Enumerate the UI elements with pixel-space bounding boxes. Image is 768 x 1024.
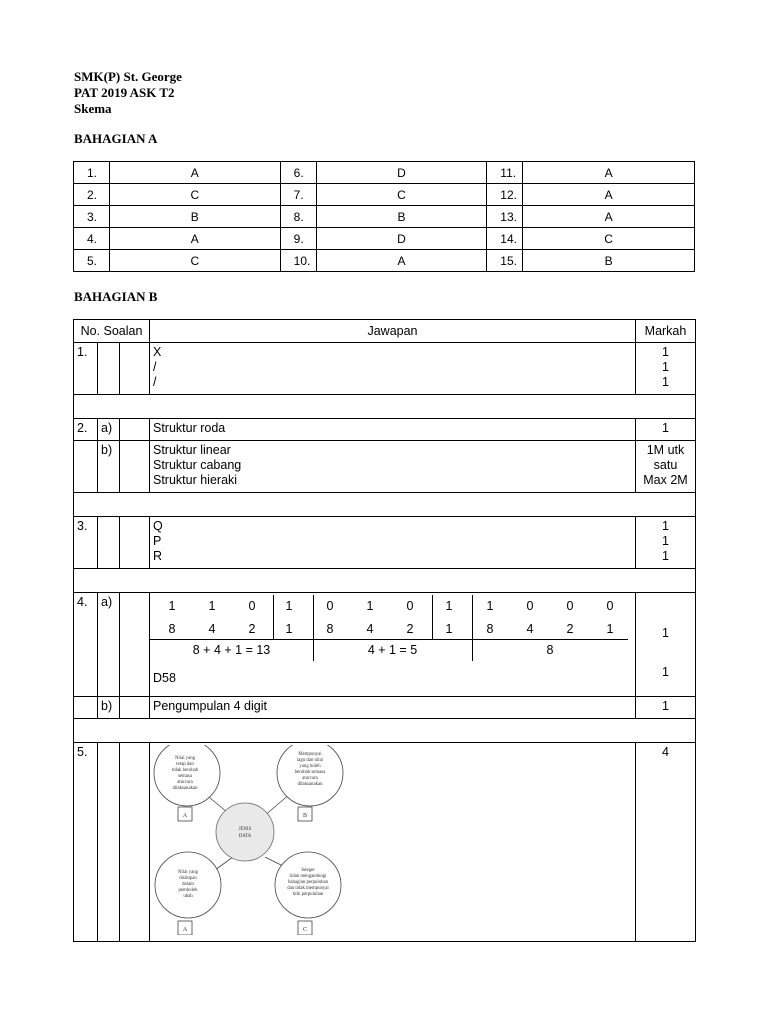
binary-digit: 1 xyxy=(285,599,293,613)
question-3-marks: 1 1 1 xyxy=(636,517,696,569)
place-value: 4 xyxy=(208,622,216,636)
document-type: Skema xyxy=(74,101,112,116)
question-2b-row xyxy=(74,441,696,493)
question-number: 8. xyxy=(280,206,316,228)
subpart-label: a) xyxy=(98,419,120,441)
svg-text:bahagian perpuluhan: bahagian perpuluhan xyxy=(287,880,329,885)
answer-letter: A xyxy=(316,250,487,272)
question-4b-row xyxy=(74,697,696,719)
question-number: 2. xyxy=(74,419,98,441)
place-value: 8 xyxy=(168,622,176,636)
answer-row xyxy=(74,206,695,228)
binary-digit: 0 xyxy=(406,599,414,613)
question-number: 1. xyxy=(74,162,110,184)
question-4a-marks: 1 1 xyxy=(636,593,696,697)
question-2a-row xyxy=(74,419,696,441)
binary-digit: 1 xyxy=(168,599,176,613)
answer-letter: C xyxy=(316,184,487,206)
binary-digit: 0 xyxy=(326,599,334,613)
answer-row xyxy=(74,184,695,206)
question-number: 12. xyxy=(487,184,523,206)
question-number: 15. xyxy=(487,250,523,272)
question-number: 5. xyxy=(74,743,98,942)
svg-text:yang boleh: yang boleh xyxy=(299,764,321,769)
subpart-label: b) xyxy=(98,441,120,493)
question-2b-answer: Struktur linear Struktur cabang Struktur hieraki xyxy=(150,441,636,493)
question-number: 9. xyxy=(280,228,316,250)
svg-text:aturcara: aturcara xyxy=(302,776,318,781)
place-value: 8 xyxy=(486,622,494,636)
svg-text:tetap dan: tetap dan xyxy=(176,762,194,767)
binary-digit: 1 xyxy=(208,599,216,613)
question-5-answer xyxy=(150,743,636,942)
svg-text:C: C xyxy=(302,927,308,933)
header-question-no: No. Soalan xyxy=(74,320,150,343)
svg-text:dilaksanakan: dilaksanakan xyxy=(172,786,198,791)
svg-text:dilaksanakan: dilaksanakan xyxy=(297,782,323,787)
answer-letter: C xyxy=(109,250,280,272)
question-number: 4. xyxy=(74,228,110,250)
svg-text:dan tidak mempunyai: dan tidak mempunyai xyxy=(287,886,329,891)
answer-letter: A xyxy=(523,162,695,184)
question-4a-answer xyxy=(150,593,636,697)
question-4b-marks: 1 xyxy=(636,697,696,719)
answer-letter: A xyxy=(109,162,280,184)
section-a-title: BAHAGIAN A xyxy=(74,131,158,146)
answer-letter: D xyxy=(316,162,487,184)
svg-text:Nilai yang: Nilai yang xyxy=(177,870,199,875)
svg-text:Integer: Integer xyxy=(301,868,315,873)
question-number: 13. xyxy=(487,206,523,228)
binary-digit: 0 xyxy=(566,599,574,613)
svg-text:tidak mengandungi: tidak mengandungi xyxy=(289,874,327,879)
question-1-answer: X / / xyxy=(150,343,636,395)
question-2a-marks: 1 xyxy=(636,419,696,441)
bubble-center xyxy=(216,803,274,861)
svg-text:Mempunyai: Mempunyai xyxy=(298,752,322,757)
question-1-row xyxy=(74,343,696,395)
svg-text:semasa: semasa xyxy=(178,774,192,779)
binary-digit: 0 xyxy=(526,599,534,613)
question-2a-answer: Struktur roda xyxy=(150,419,636,441)
place-value: 8 xyxy=(326,622,334,636)
answer-letter: C xyxy=(109,184,280,206)
svg-text:Nilai yang: Nilai yang xyxy=(174,756,196,761)
svg-text:ubah: ubah xyxy=(183,894,193,899)
question-number: 11. xyxy=(487,162,523,184)
svg-text:A: A xyxy=(182,927,188,933)
answer-row xyxy=(74,250,695,272)
binary-digit: 1 xyxy=(445,599,453,613)
svg-text:tidak berubah: tidak berubah xyxy=(171,768,199,773)
place-value: 1 xyxy=(606,622,614,636)
answer-row xyxy=(74,228,695,250)
binary-digit: 0 xyxy=(606,599,614,613)
answer-letter: A xyxy=(523,206,695,228)
svg-text:A: A xyxy=(182,813,188,819)
answer-letter: B xyxy=(316,206,487,228)
question-5-marks: 4 xyxy=(636,743,696,942)
place-value: 2 xyxy=(406,622,414,636)
answer-letter: B xyxy=(109,206,280,228)
svg-text:titik perpuluhan: titik perpuluhan xyxy=(292,892,324,897)
answer-letter: A xyxy=(109,228,280,250)
school-name: SMK(P) St. George xyxy=(74,69,182,84)
svg-text:lagu dan nilai: lagu dan nilai xyxy=(296,758,324,763)
binary-conversion-table xyxy=(150,595,628,665)
exam-title: PAT 2019 ASK T2 xyxy=(74,85,175,100)
svg-text:disimpan: disimpan xyxy=(179,876,197,881)
place-value: 2 xyxy=(248,622,256,636)
place-value: 4 xyxy=(526,622,534,636)
place-value: 1 xyxy=(445,622,453,636)
answer-letter: C xyxy=(523,228,695,250)
question-number: 7. xyxy=(280,184,316,206)
section-a-answer-table xyxy=(73,161,695,272)
hex-answer: D58 xyxy=(153,671,176,685)
group-sum: 4 + 1 = 5 xyxy=(367,643,418,657)
group-sum: 8 xyxy=(546,643,554,657)
question-2b-marks: 1M utk satu Max 2M xyxy=(636,441,696,493)
header-marks: Markah xyxy=(636,320,696,343)
svg-text:aturcara: aturcara xyxy=(177,780,193,785)
question-number: 6. xyxy=(280,162,316,184)
question-number: 14. xyxy=(487,228,523,250)
answer-letter: A xyxy=(523,184,695,206)
place-value: 4 xyxy=(366,622,374,636)
group-divider xyxy=(432,595,433,639)
question-3-row xyxy=(74,517,696,569)
answer-letter: B xyxy=(523,250,695,272)
bubble-bottom-right xyxy=(275,852,341,918)
answer-row xyxy=(74,162,695,184)
question-number: 3. xyxy=(74,517,98,569)
question-4b-answer: Pengumpulan 4 digit xyxy=(150,697,636,719)
question-number: 1. xyxy=(74,343,98,395)
binary-digit: 1 xyxy=(366,599,374,613)
question-number: 2. xyxy=(74,184,110,206)
section-b-title: BAHAGIAN B xyxy=(74,289,158,304)
group-sum: 8 + 4 + 1 = 13 xyxy=(192,643,271,657)
answer-letter: D xyxy=(316,228,487,250)
question-number: 10. xyxy=(280,250,316,272)
header-answer: Jawapan xyxy=(150,320,636,343)
svg-text:B: B xyxy=(302,813,308,819)
question-1-marks: 1 1 1 xyxy=(636,343,696,395)
svg-text:berubah semasa: berubah semasa xyxy=(294,770,326,775)
svg-text:DATA: DATA xyxy=(238,834,252,839)
subpart-label: b) xyxy=(98,697,120,719)
question-number: 3. xyxy=(74,206,110,228)
data-types-diagram xyxy=(153,745,353,935)
binary-digit: 0 xyxy=(248,599,256,613)
question-3-answer: Q P R xyxy=(150,517,636,569)
svg-text:JENIS: JENIS xyxy=(238,827,252,832)
svg-text:pemboleh: pemboleh xyxy=(178,888,198,893)
subpart-label: a) xyxy=(98,593,120,697)
question-4a-row xyxy=(74,593,696,697)
place-value: 1 xyxy=(285,622,293,636)
svg-text:dalam: dalam xyxy=(182,882,194,887)
place-value: 2 xyxy=(566,622,574,636)
section-b-answer-table xyxy=(73,319,696,942)
divider-line xyxy=(150,639,628,640)
question-number: 5. xyxy=(74,250,110,272)
question-number: 4. xyxy=(74,593,98,697)
question-5-row xyxy=(74,743,696,942)
binary-digit: 1 xyxy=(486,599,494,613)
group-divider xyxy=(273,595,274,639)
